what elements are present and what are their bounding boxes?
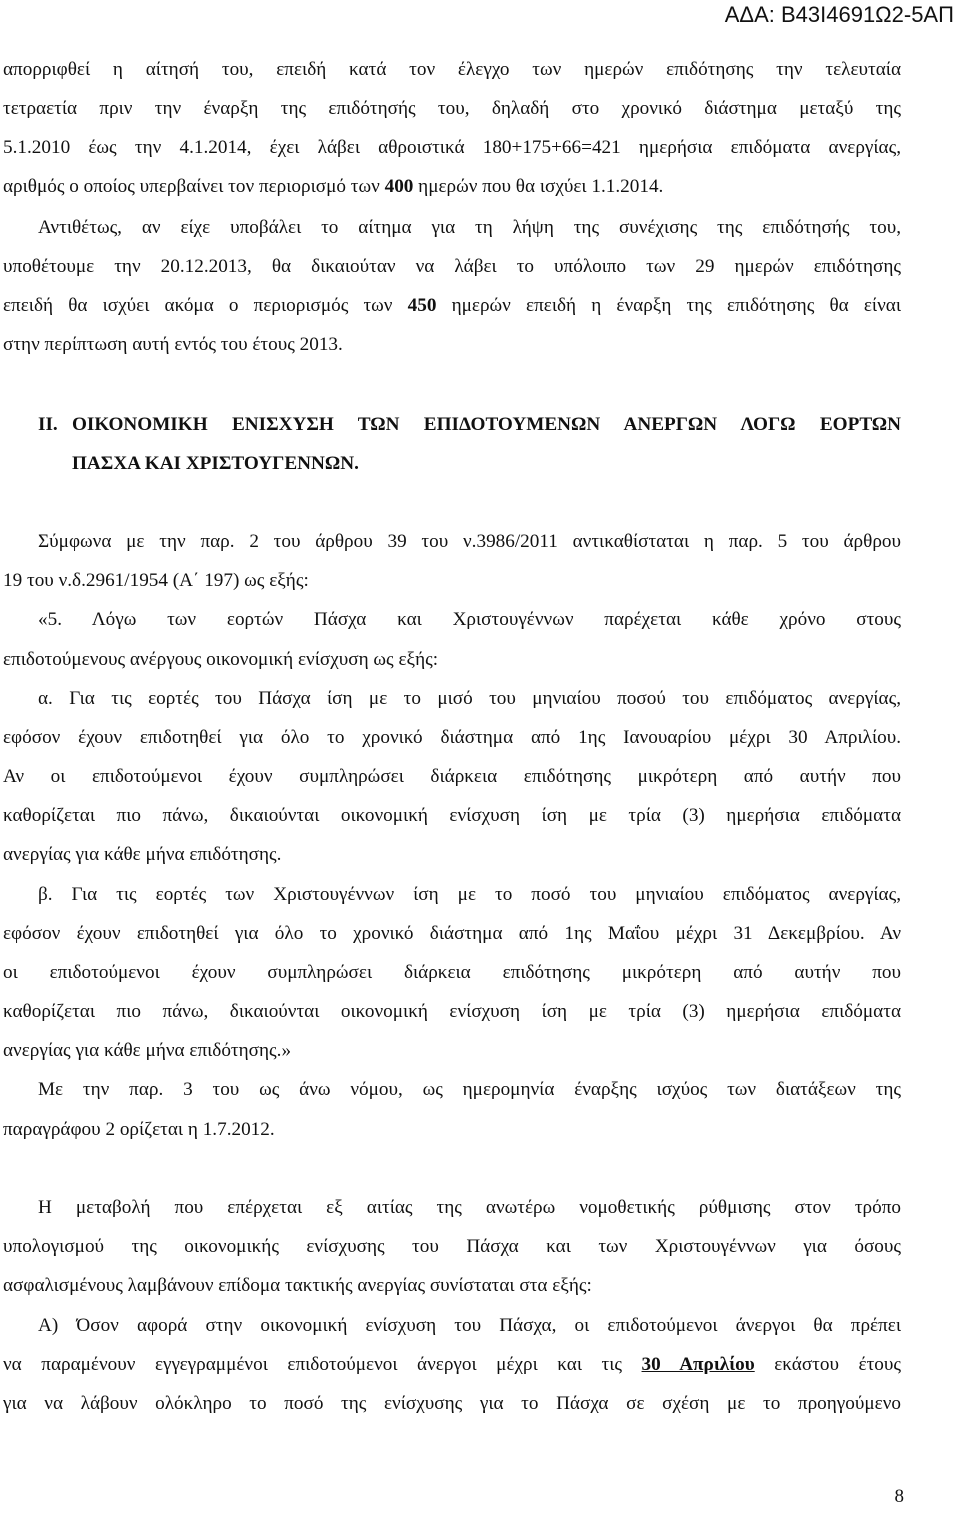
ada-code: ΑΔΑ: Β43Ι4691Ω2-5ΑΠ [724, 2, 954, 27]
text-line: επιδοτούμενους ανέργους οικονομική ενίσχυση ως εξής: [3, 649, 439, 670]
text-line: ασφαλισμένους λαμβάνουν επίδομα τακτικής ανεργίας συνίσταται στα εξής: [3, 1275, 592, 1296]
text-line: 19 του ν.δ.2961/1954 (Α΄ 197) ως εξής: [3, 570, 309, 591]
text-line: για να λάβουν ολόκληρο το ποσό της ενίσχυσης για το Πάσχα σε σχέση με το προηγούμενο [3, 1393, 901, 1414]
text-line: παραγράφου 2 ορίζεται η 1.7.2012. [3, 1119, 275, 1140]
section-number: ΙΙ. [38, 414, 58, 435]
text-line: εφόσον έχουν επιδοτηθεί για όλο το χρονικό διάστημα από 1ης Μαΐου μέχρι 31 Δεκεμβρίου. Αν [3, 923, 901, 944]
text-line: Αν οι επιδοτούμενοι έχουν συμπληρώσει διάρκεια επιδότησης μικρότερη από αυτήν που [3, 766, 901, 787]
page-number: 8 [894, 1486, 904, 1507]
emphasis-number: 450 [407, 295, 437, 316]
text-line: απορριφθεί η αίτησή του, επειδή κατά τον έλεγχο των ημερών επιδότησης την τελευταία [3, 59, 901, 80]
text-line: β. Για τις εορτές των Χριστουγέννων ίση με το ποσό του μηνιαίου επιδόματος ανεργίας, [38, 884, 901, 905]
text-line: Η μεταβολή που επέρχεται εξ αιτίας της ανωτέρω νομοθετικής ρύθμισης στον τρόπο [38, 1197, 901, 1218]
text-line: υπολογισμού της οικονομικής ενίσχυσης του Πάσχα και των Χριστουγέννων για όσους [3, 1236, 901, 1257]
text-line: οι επιδοτούμενοι έχουν συμπληρώσει διάρκεια επιδότησης μικρότερη από αυτήν που [3, 962, 901, 983]
text-line: Αντιθέτως, αν είχε υποβάλει το αίτημα για τη λήψη της συνέχισης της επιδότησής του, [38, 217, 901, 238]
text-line: καθορίζεται πιο πάνω, δικαιούνται οικονομική ενίσχυση ίση με τρία (3) ημερήσια επιδόματα [3, 805, 901, 826]
text-line [3, 175, 901, 199]
text-line: εφόσον έχουν επιδοτηθεί για όλο το χρονικό διάστημα από 1ης Ιανουαρίου μέχρι 30 Απριλίου. [3, 727, 901, 748]
emphasis-number: 400 [384, 176, 414, 197]
text-segment: ημερών που θα ισχύει 1.1.2014. [413, 176, 664, 197]
text-segment: να παραμένουν εγγεγραμμένοι επιδοτούμενοι άνεργοι μέχρι και τις [3, 1354, 642, 1375]
text-line: «5. Λόγω των εορτών Πάσχα και Χριστουγέννων παρέχεται κάθε χρόνο στους [38, 609, 901, 630]
text-segment: αριθμός ο οποίος υπερβαίνει τον περιορισμό των [3, 176, 385, 197]
text-segment: επειδή θα ισχύει ακόμα ο περιορισμός των [3, 295, 408, 316]
text-line [3, 1353, 901, 1377]
text-line: στην περίπτωση αυτή εντός του έτους 2013. [3, 334, 343, 355]
text-line: ανεργίας για κάθε μήνα επιδότησης. [3, 844, 282, 865]
text-line: τετραετία πριν την έναρξη της επιδότησής του, δηλαδή στο χρονικό διάστημα μεταξύ της [3, 98, 901, 119]
text-line: Α) Όσον αφορά στην οικονομική ενίσχυση του Πάσχα, οι επιδοτούμενοι άνεργοι θα πρέπει [38, 1315, 901, 1336]
text-segment: ημερών επειδή η έναρξη της επιδότησης θα είναι [436, 295, 901, 316]
text-line: ανεργίας για κάθε μήνα επιδότησης.» [3, 1040, 292, 1061]
section-title: ΠΑΣΧΑ ΚΑΙ ΧΡΙΣΤΟΥΓΕΝΝΩΝ. [72, 453, 359, 474]
text-line: υποθέτουμε την 20.12.2013, θα δικαιούταν να λάβει το υπόλοιπο των 29 ημερών επιδότησης [3, 256, 901, 277]
text-line: Σύμφωνα με την παρ. 2 του άρθρου 39 του ν.3986/2011 αντικαθίσταται η παρ. 5 του άρθρου [38, 531, 901, 552]
text-line: 5.1.2010 έως την 4.1.2014, έχει λάβει αθροιστικά 180+175+66=421 ημερήσια επιδόματα ανεργίας, [3, 137, 901, 158]
text-line: καθορίζεται πιο πάνω, δικαιούνται οικονομική ενίσχυση ίση με τρία (3) ημερήσια επιδόματα [3, 1001, 901, 1022]
emphasis-date: 30 Απριλίου [641, 1354, 755, 1375]
text-line: Με την παρ. 3 του ως άνω νόμου, ως ημερομηνία έναρξης ισχύος των διατάξεων της [38, 1079, 901, 1100]
section-title: ΟΙΚΟΝΟΜΙΚΗ ΕΝΙΣΧΥΣΗ ΤΩΝ ΕΠΙΔΟΤΟΥΜΕΝΩΝ ΑΝΕΡΓΩΝ ΛΟΓΩ ΕΟΡΤΩΝ [72, 414, 901, 435]
text-line: α. Για τις εορτές του Πάσχα ίση με το μισό του μηνιαίου ποσού του επιδόματος ανεργίας, [38, 688, 901, 709]
text-segment: εκάστου έτους [754, 1354, 901, 1375]
text-line [3, 294, 901, 318]
